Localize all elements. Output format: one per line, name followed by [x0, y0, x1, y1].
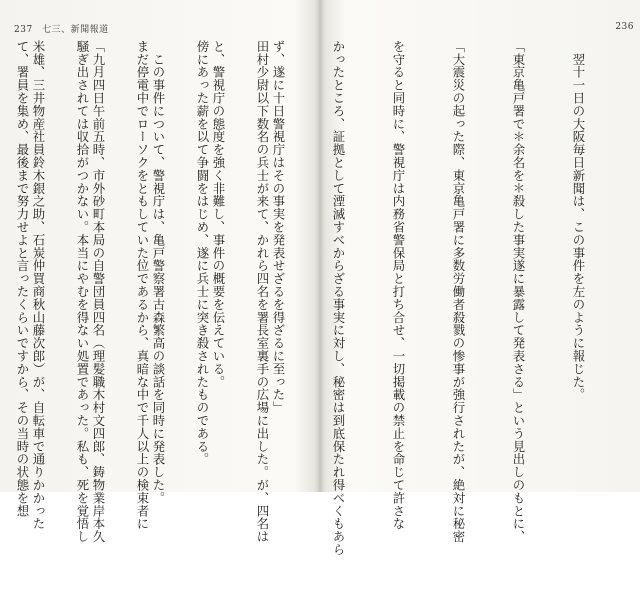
text-line: まだ停電中でローソクをともしていた位であるから、真暗な中で千人以上の検束者に — [135, 40, 150, 531]
text-line: て、署員を集め、最後まで努力せよと言ったくらいですから、その当時の状態を想 — [15, 40, 30, 518]
left-page-number: 237 — [14, 25, 33, 35]
text-line: 「九月四日午前五時、市外砂町本局の自警団員四名（理髪職木村文四郎、鋳物業岸本久 — [91, 40, 106, 544]
text-line: 田村少尉以下数名の兵士が来て、かれら四名を署長室裏手の広場に出した。が、四名は — [255, 40, 270, 544]
text-line: 「東京亀戸署で＊余名を＊殺した事実遂に暴露して発表さる」という見出しのもとに、 — [511, 40, 526, 544]
text-line: この事件について、警視庁は、亀戸警察署古森繁高の談話を同時に発表した。 — [151, 40, 166, 505]
left-page-header — [14, 22, 109, 35]
right-page-number: 236 — [615, 22, 634, 32]
right-page-header — [615, 22, 634, 32]
text-line: ず、遂に十日警視庁はその事実を発表せざるを得ざるに至った」 — [271, 40, 286, 415]
text-line: 米雄、三井物産社員鈴木銀之助、石炭仲買商秋山藤次郎）が、自転車で通りかかった — [31, 40, 46, 531]
text-line: 傍にあった薪を以て争闘をはじめ、遂に兵士に突き殺されたものである。 — [195, 40, 210, 466]
text-line: 「大震災の起った際、東京亀戸署に多数労働者殺戮の惨事が強行されたが、絶対に秘密 — [451, 40, 466, 544]
text-line: 騒ぎ出されては収拾がつかない。本当にやむを得ない処置であった。私も、死を覚悟し — [75, 40, 90, 544]
text-line: 翌十一日の大阪毎日新聞は、この事件を左のように報じた。 — [571, 40, 586, 402]
text-line: を守ると同時に、警視庁は内務省警保局と打ち合せ、一切掲載の禁止を命じて許さな — [391, 40, 406, 531]
text-line: と、警視庁の態度を強く非難し、事件の概要を伝えている。 — [211, 40, 226, 389]
running-head: 七三、新聞報道 — [42, 25, 109, 35]
text-line: かったところ、証拠として湮滅すべからざる事実に対し、秘密は到底保たれ得べくもあら — [331, 40, 346, 556]
